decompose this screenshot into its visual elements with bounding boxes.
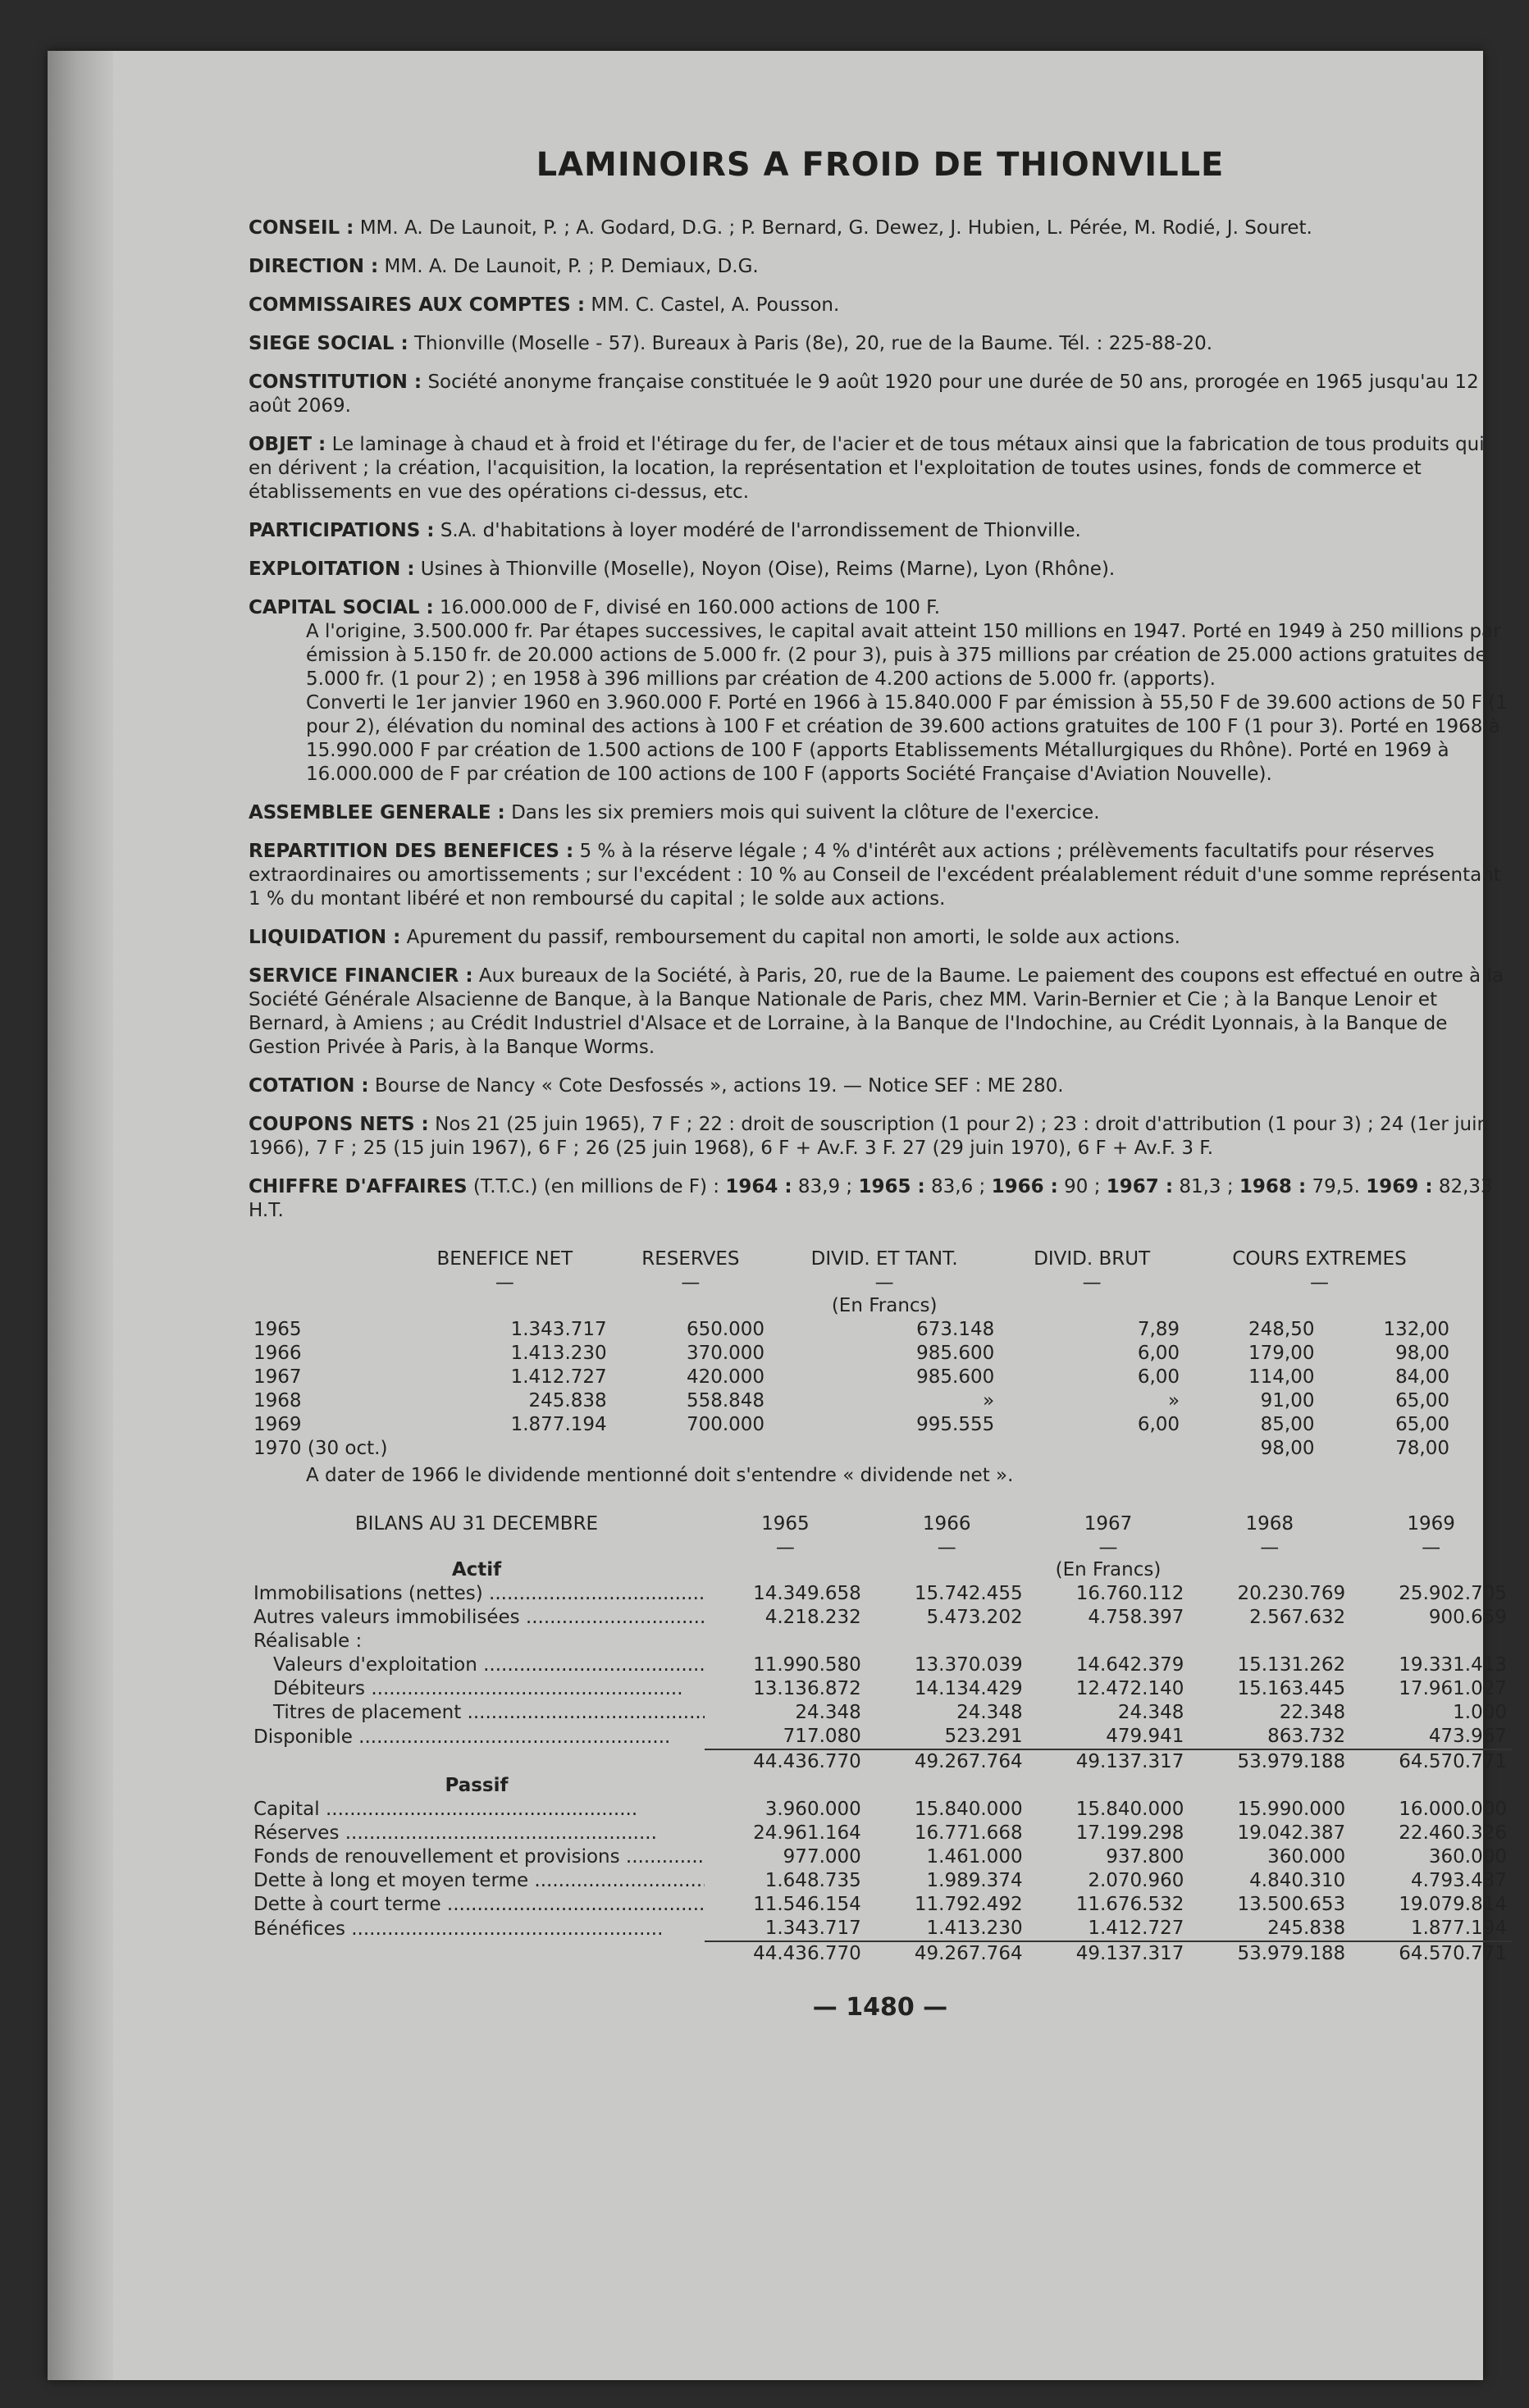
results-cell: 91,00: [1260, 1390, 1315, 1412]
page-title: LAMINOIRS A FROID DE THIONVILLE: [536, 146, 1225, 184]
bilan-value: [866, 1630, 1028, 1653]
page-number: — 1480 —: [812, 1993, 948, 2022]
ca-value: 90 ;: [1064, 1176, 1101, 1197]
bilan-value: 14.349.658: [753, 1583, 861, 1604]
header-dash: —: [495, 1272, 514, 1293]
bilans-year: 1966: [922, 1513, 971, 1535]
bilan-value: 2.070.960: [1088, 1870, 1184, 1891]
entry-key: EXPLOITATION :: [249, 559, 415, 580]
bilan-label-text: Immobilisations (nettes) .....: [253, 1583, 705, 1604]
bilan-value: 17.961.027: [1399, 1678, 1507, 1699]
actif-label: Actif: [451, 1559, 502, 1580]
header-dash: —: [1082, 1272, 1102, 1293]
bilan-value: 863.732: [1267, 1726, 1346, 1747]
dividend-note: A dater de 1966 le dividende mentionné doit s'entendre « dividende net ».: [306, 1465, 1014, 1486]
bilan-label: [249, 1606, 705, 1630]
bilan-value: 13.136.872: [753, 1678, 861, 1699]
bilan-label: [249, 1893, 705, 1917]
entry-text: 16.000.000 de F, divisé en 160.000 actions de 100 F.: [440, 597, 941, 618]
bilan-label-text: Titres de placement .....: [273, 1702, 705, 1723]
bilans-year: 1965: [761, 1513, 810, 1535]
ca-unit: (T.T.C.) (en millions de F) :: [472, 1176, 720, 1197]
col-reserves: RESERVES: [641, 1248, 740, 1270]
bilan-label: [249, 1677, 705, 1701]
bilan-value: 15.990.000: [1237, 1799, 1346, 1820]
bilans-year: 1969: [1407, 1513, 1455, 1535]
entry: [249, 840, 1512, 911]
entry: [249, 519, 1512, 543]
bilan-value: 15.840.000: [914, 1799, 1023, 1820]
bilan-value: 1.989.374: [926, 1870, 1023, 1891]
entry-text: Usines à Thionville (Moselle), Noyon (Oise), Reims (Marne), Lyon (Rhône).: [420, 559, 1116, 580]
entry-text: Aux bureaux de la Société, à Paris, 20, rue de la Baume. Le paiement des coupons est effectué en outre à la Société Générale Alsacienne de Banque, à la Banque Nationale de Paris, chez MM. Varin-Bernier et Cie ; à la Banque Lenoir et Bernard, à Amiens ; au Crédit Industriel d'Alsace et de Lorraine, à la Banque de l'Indochine, au Crédit Lyonnais, à la Banque de Gestion Privée à Paris, à la Banque Worms.: [249, 965, 1504, 1058]
ca-value: 81,3 ;: [1179, 1176, 1234, 1197]
bilan-value: [705, 1630, 866, 1653]
ca-value: 82,33 H.T.: [249, 1176, 1493, 1221]
entry: [249, 801, 1512, 825]
bilan-value: 16.000.000: [1399, 1799, 1507, 1820]
entry-text: MM. A. De Launoit, P. ; A. Godard, D.G. ; P. Bernard, G. Dewez, J. Hubien, L. Pérée, M. Rodié, J. Souret.: [359, 217, 1312, 239]
results-row: [249, 1389, 1454, 1413]
results-row: [249, 1437, 1454, 1461]
entry-text: 5 % à la réserve légale ; 4 % d'intérêt aux actions ; prélèvements facultatifs pour réserves extraordinaires ou amortissements ; sur l'excédent : 10 % au Conseil de l'excédent préalablement réduit d'une somme représentant 1 % du montant libéré et non remboursé du capital ; le solde aux actions.: [249, 841, 1501, 910]
ca-year: 1964 :: [725, 1176, 792, 1197]
bilan-value: 900.659: [1428, 1607, 1507, 1628]
bilan-value: 22.348: [1279, 1702, 1346, 1723]
bilan-row: [249, 1725, 1512, 1749]
bilan-label-text: Débiteurs .....: [273, 1678, 683, 1699]
bilan-value: 16.760.112: [1075, 1583, 1184, 1604]
bilan-row: [249, 1701, 1512, 1725]
entry-text: MM. A. De Launoit, P. ; P. Demiaux, D.G.: [384, 256, 759, 277]
header-dash: —: [1310, 1272, 1330, 1293]
entry-key: LIQUIDATION :: [249, 927, 401, 948]
results-year: 1969: [253, 1414, 302, 1435]
bilan-label-text: Réserves .....: [253, 1822, 657, 1844]
bilan-label: [249, 1701, 705, 1725]
col-cours-extremes: COURS EXTREMES: [1232, 1248, 1407, 1270]
bilan-label-text: Capital .....: [253, 1799, 637, 1820]
bilan-value: 1.412.727: [1088, 1918, 1184, 1939]
bilan-value: 1.648.735: [764, 1870, 861, 1891]
bilan-label: [249, 1582, 705, 1606]
bilan-value: 977.000: [783, 1846, 861, 1868]
entry-key: PARTICIPATIONS :: [249, 520, 435, 541]
bilan-row: [249, 1917, 1512, 1941]
bilans-unit: (En Francs): [1055, 1559, 1162, 1580]
bilan-row: [249, 1677, 1512, 1701]
ca-value: 83,6 ;: [931, 1176, 986, 1197]
capital-paragraph: A l'origine, 3.500.000 fr. Par étapes successives, le capital avait atteint 150 millions en 1947. Porté en 1949 à 250 millions par émission à 5.150 fr. de 20.000 actions de 5.000 fr. (2 pour 3), puis à 375 millions par création de 25.000 actions gratuites de 5.000 fr. (1 pour 2) ; en 1958 à 396 millions par création de 4.200 actions de 5.000 fr. (apports).: [306, 621, 1501, 690]
results-cell: 78,00: [1395, 1438, 1449, 1459]
results-cell: 248,50: [1248, 1319, 1315, 1340]
entry: [249, 433, 1512, 504]
entry-text: Société anonyme française constituée le 9 août 1920 pour une durée de 50 ans, prorogée en 1965 jusqu'au 12 août 2069.: [249, 372, 1479, 417]
entry-key: CONSTITUTION :: [249, 372, 422, 393]
entry-text: S.A. d'habitations à loyer modéré de l'arrondissement de Thionville.: [440, 520, 1081, 541]
bilan-value: 937.800: [1106, 1846, 1184, 1868]
capital-history: [249, 620, 1512, 787]
bilan-label-text: Dette à long et moyen terme .....: [253, 1870, 705, 1891]
header-dash: —: [1260, 1536, 1280, 1558]
results-cell: 995.555: [916, 1414, 995, 1435]
entry-key: COTATION :: [249, 1075, 369, 1097]
bilan-label-text: Dette à court terme .....: [253, 1894, 705, 1915]
bilan-label-text: Autres valeurs immobilisées .....: [253, 1607, 705, 1628]
entry-text: Nos 21 (25 juin 1965), 7 F ; 22 : droit de souscription (1 pour 2) ; 23 : droit d'attribution (1 pour 3) ; 24 (1er juin 1966), 7 F ; 25 (15 juin 1967), 6 F ; 26 (25 juin 1968), 6 F + Av.F. 3 F. 27 (29 juin 1970), 6 F + Av.F. 3 F.: [249, 1114, 1490, 1159]
col-benefice-net: BENEFICE NET: [436, 1248, 573, 1270]
results-cell: 1.343.717: [510, 1319, 607, 1340]
bilan-value: 11.676.532: [1075, 1894, 1184, 1915]
entries-section-2: [249, 801, 1512, 1161]
ca-year: 1968 :: [1239, 1176, 1307, 1197]
results-cell: 420.000: [686, 1366, 765, 1388]
results-cell: 65,00: [1395, 1414, 1449, 1435]
results-cell: 6,00: [1137, 1414, 1180, 1435]
bilans-year: 1967: [1084, 1513, 1133, 1535]
bilan-value: 16.771.668: [914, 1822, 1023, 1844]
bilan-value: 4.840.310: [1249, 1870, 1346, 1891]
bilan-total: 44.436.770: [705, 1941, 866, 1966]
bilan-value: 24.348: [956, 1702, 1023, 1723]
results-cell: »: [983, 1390, 995, 1412]
bilan-row: [249, 1869, 1512, 1893]
ca-year: 1966 :: [991, 1176, 1058, 1197]
ca-year: 1967 :: [1106, 1176, 1174, 1197]
results-cell: [612, 1437, 769, 1461]
entry-text: Dans les six premiers mois qui suivent la clôture de l'exercice.: [511, 802, 1100, 823]
entry-key: CHIFFRE D'AFFAIRES: [249, 1176, 468, 1197]
bilans-title: BILANS AU 31 DECEMBRE: [354, 1513, 599, 1535]
bilan-label: [249, 1630, 705, 1653]
results-table: [249, 1247, 1454, 1461]
results-row: [249, 1342, 1454, 1366]
bilan-value: [1350, 1630, 1512, 1653]
bilan-value: 4.793.437: [1410, 1870, 1507, 1891]
results-cell: 6,00: [1137, 1343, 1180, 1364]
bilan-row: [249, 1606, 1512, 1630]
bilan-value: 24.961.164: [753, 1822, 861, 1844]
results-cell: 132,00: [1383, 1319, 1449, 1340]
bilan-value: 19.079.814: [1399, 1894, 1507, 1915]
header-dash: —: [874, 1272, 894, 1293]
book-page: [48, 51, 1508, 2380]
bilan-value: 25.902.705: [1399, 1583, 1507, 1604]
results-cell: 985.600: [916, 1366, 995, 1388]
bilan-value: [1189, 1630, 1350, 1653]
results-cell: 65,00: [1395, 1390, 1449, 1412]
entry-text: MM. C. Castel, A. Pousson.: [591, 294, 840, 316]
capital-paragraph: Converti le 1er janvier 1960 en 3.960.000 F. Porté en 1966 à 15.840.000 F par émission à 55,50 F de 39.600 actions de 50 F (1 pour 2), élévation du nominal des actions à 100 F et création de 39.600 actions gratuites de 100 F (1 pour 3). Porté en 1968 à 15.990.000 F par création de 1.500 actions de 100 F (apports Etablissements Métallurgiques du Rhône). Porté en 1969 à 16.000.000 de F par création de 100 actions de 100 F (apports Société Française d'Aviation Nouvelle).: [306, 692, 1508, 785]
entry: [249, 217, 1512, 240]
bilan-value: 523.291: [944, 1726, 1023, 1747]
bilan-row: [249, 1893, 1512, 1917]
bilan-value: 12.472.140: [1075, 1678, 1184, 1699]
bilan-value: 4.218.232: [764, 1607, 861, 1628]
results-cell: 673.148: [916, 1319, 995, 1340]
header-dash: —: [1098, 1536, 1118, 1558]
bilan-value: 1.343.717: [764, 1918, 861, 1939]
entry: [249, 332, 1512, 356]
bilan-value: 1.000: [1453, 1702, 1507, 1723]
entry-key: SERVICE FINANCIER :: [249, 965, 473, 987]
entry-key: DIRECTION :: [249, 256, 379, 277]
bilan-value: 13.500.653: [1237, 1894, 1346, 1915]
results-cell: »: [1167, 1390, 1180, 1412]
bilan-value: 360.000: [1267, 1846, 1346, 1868]
entry: [249, 294, 1512, 317]
header-dash: —: [937, 1536, 956, 1558]
ca-year: 1969 :: [1366, 1176, 1433, 1197]
results-header-row: [249, 1247, 1454, 1271]
entries-section-1: [249, 217, 1512, 581]
entry-key: REPARTITION DES BENEFICES :: [249, 841, 574, 862]
bilan-total-row: [249, 1941, 1512, 1966]
entry-key: COUPONS NETS :: [249, 1114, 429, 1135]
bilan-value: 15.131.262: [1237, 1654, 1346, 1676]
bilan-value: 15.742.455: [914, 1583, 1023, 1604]
bilan-total: 64.570.771: [1350, 1749, 1512, 1774]
bilan-total: 64.570.771: [1350, 1941, 1512, 1966]
results-cell: 84,00: [1395, 1366, 1449, 1388]
bilan-value: 360.000: [1428, 1846, 1507, 1868]
results-year: 1967: [253, 1366, 302, 1388]
results-cell: 985.600: [916, 1343, 995, 1364]
entry: [249, 965, 1512, 1060]
results-cell: [398, 1437, 612, 1461]
bilan-value: 3.960.000: [764, 1799, 861, 1820]
bilan-row: [249, 1653, 1512, 1677]
results-row: [249, 1413, 1454, 1437]
results-cell: 6,00: [1137, 1366, 1180, 1388]
bilan-row: [249, 1822, 1512, 1845]
bilan-value: 24.348: [1117, 1702, 1184, 1723]
bilan-label-text: Bénéfices .....: [253, 1918, 663, 1940]
entry-chiffre-affaires: [249, 1175, 1512, 1223]
results-cell: 114,00: [1248, 1366, 1315, 1388]
entry-text: Bourse de Nancy « Cote Desfossés », actions 19. — Notice SEF : ME 280.: [374, 1075, 1064, 1097]
entry-text: Thionville (Moselle - 57). Bureaux à Paris (8e), 20, rue de la Baume. Tél. : 225-88-20.: [413, 333, 1213, 354]
bilan-value: 717.080: [783, 1726, 861, 1747]
bilan-label: [249, 1845, 705, 1869]
entry: [249, 371, 1512, 418]
bilan-value: 11.990.580: [753, 1654, 861, 1676]
results-cell: 85,00: [1260, 1414, 1315, 1435]
bilan-value: 1.877.194: [1410, 1918, 1507, 1939]
bilan-value: 13.370.039: [914, 1654, 1023, 1676]
bilan-label: [249, 1917, 705, 1941]
bilan-value: 15.163.445: [1237, 1678, 1346, 1699]
bilans-table: [249, 1512, 1512, 1966]
bilan-label: [249, 1653, 705, 1677]
bilan-value: 20.230.769: [1237, 1583, 1346, 1604]
bilan-label-text: Valeurs d'exploitation .....: [273, 1654, 705, 1676]
entry-key: CONSEIL :: [249, 217, 354, 239]
bilan-label: [249, 1822, 705, 1845]
entry: [249, 1074, 1512, 1098]
col-divid-tant: DIVID. ET TANT.: [810, 1248, 958, 1270]
results-cell: 370.000: [686, 1343, 765, 1364]
bilan-value: 4.758.397: [1088, 1607, 1184, 1628]
results-cell: 1.877.194: [510, 1414, 607, 1435]
bilan-value: [1028, 1630, 1189, 1653]
entry: [249, 558, 1512, 581]
bilan-value: 14.642.379: [1075, 1654, 1184, 1676]
entry-key: ASSEMBLEE GENERALE :: [249, 802, 505, 823]
bilan-value: 17.199.298: [1075, 1822, 1184, 1844]
bilan-total: 53.979.188: [1189, 1749, 1350, 1774]
bilan-value: 2.567.632: [1249, 1607, 1346, 1628]
header-dash: —: [681, 1272, 701, 1293]
entry: [249, 255, 1512, 279]
results-year: 1966: [253, 1343, 302, 1364]
bilan-value: 473.967: [1428, 1726, 1507, 1747]
results-cell: 7,89: [1137, 1319, 1180, 1340]
results-year: 1965: [253, 1319, 302, 1340]
bilans-year: 1968: [1245, 1513, 1294, 1535]
entry: [249, 926, 1512, 950]
entry-key: SIEGE SOCIAL :: [249, 333, 408, 354]
bilan-value: 19.331.413: [1399, 1654, 1507, 1676]
header-dash: —: [775, 1536, 795, 1558]
bilan-value: 14.134.429: [914, 1678, 1023, 1699]
bilan-label: [249, 1798, 705, 1822]
entry-key: CAPITAL SOCIAL :: [249, 597, 434, 618]
bilan-value: 245.838: [1267, 1918, 1346, 1939]
bilan-value: 15.840.000: [1075, 1799, 1184, 1820]
ca-value: 83,9 ;: [797, 1176, 853, 1197]
bilan-row: [249, 1798, 1512, 1822]
results-cell: 700.000: [686, 1414, 765, 1435]
page-content: [249, 146, 1512, 2022]
entry-key: OBJET :: [249, 434, 326, 455]
bilan-total: 49.267.764: [866, 1749, 1028, 1774]
col-divid-brut: DIVID. BRUT: [1034, 1248, 1151, 1270]
bilan-value: 19.042.387: [1237, 1822, 1346, 1844]
bilan-row: [249, 1582, 1512, 1606]
results-cell: [769, 1437, 999, 1461]
entry-capital-social: [249, 596, 1512, 787]
results-row: [249, 1318, 1454, 1342]
results-cell: 179,00: [1248, 1343, 1315, 1364]
entry-key: COMMISSAIRES AUX COMPTES :: [249, 294, 586, 316]
bilan-value: 11.546.154: [753, 1894, 861, 1915]
ca-year: 1965 :: [858, 1176, 925, 1197]
bilan-total: 49.267.764: [866, 1941, 1028, 1966]
results-cell: 650.000: [686, 1319, 765, 1340]
bilan-label-text: Fonds de renouvellement et provisions .....: [253, 1846, 705, 1868]
ca-value: 79,5.: [1312, 1176, 1360, 1197]
results-cell: 1.413.230: [510, 1343, 607, 1364]
bilan-value: 5.473.202: [926, 1607, 1023, 1628]
page-binding-edge: [48, 51, 113, 2380]
bilan-row: [249, 1630, 1512, 1653]
bilan-value: 1.413.230: [926, 1918, 1023, 1939]
results-cell: 98,00: [1260, 1438, 1315, 1459]
bilan-total: 53.979.188: [1189, 1941, 1350, 1966]
entry-text: Le laminage à chaud et à froid et l'étirage du fer, de l'acier et de tous métaux ainsi que la fabrication de tous produits qui en dérivent ; la création, l'acquisition, la location, la représentation et l'exploitation de toutes usines, fonds de commerce et établissements en vue des opérations ci-dessus, etc.: [249, 434, 1485, 503]
results-unit: (En Francs): [831, 1295, 938, 1316]
results-cell: [999, 1437, 1184, 1461]
bilan-value: 1.461.000: [926, 1846, 1023, 1868]
bilan-label-text: Réalisable :: [253, 1630, 363, 1652]
bilan-label: [249, 1725, 705, 1749]
bilan-total: 49.137.317: [1028, 1941, 1189, 1966]
results-cell: 98,00: [1395, 1343, 1449, 1364]
bilan-value: 24.348: [795, 1702, 861, 1723]
bilan-total-row: [249, 1749, 1512, 1774]
results-cell: 1.412.727: [510, 1366, 607, 1388]
bilan-row: [249, 1845, 1512, 1869]
bilan-value: 11.792.492: [914, 1894, 1023, 1915]
results-row: [249, 1366, 1454, 1389]
bilan-total: 44.436.770: [705, 1749, 866, 1774]
results-year: 1968: [253, 1390, 302, 1412]
header-dash: —: [1422, 1536, 1441, 1558]
bilan-label: [249, 1869, 705, 1893]
bilan-value: 22.460.326: [1399, 1822, 1507, 1844]
results-year: 1970 (30 oct.): [253, 1438, 388, 1459]
bilan-value: 479.941: [1106, 1726, 1184, 1747]
bilan-total: 49.137.317: [1028, 1749, 1189, 1774]
entry: [249, 1113, 1512, 1161]
passif-label: Passif: [445, 1775, 509, 1796]
results-cell: 245.838: [528, 1390, 607, 1412]
bilan-label-text: Disponible .....: [253, 1726, 670, 1748]
entry-text: Apurement du passif, remboursement du capital non amorti, le solde aux actions.: [406, 927, 1180, 948]
results-cell: 558.848: [686, 1390, 765, 1412]
